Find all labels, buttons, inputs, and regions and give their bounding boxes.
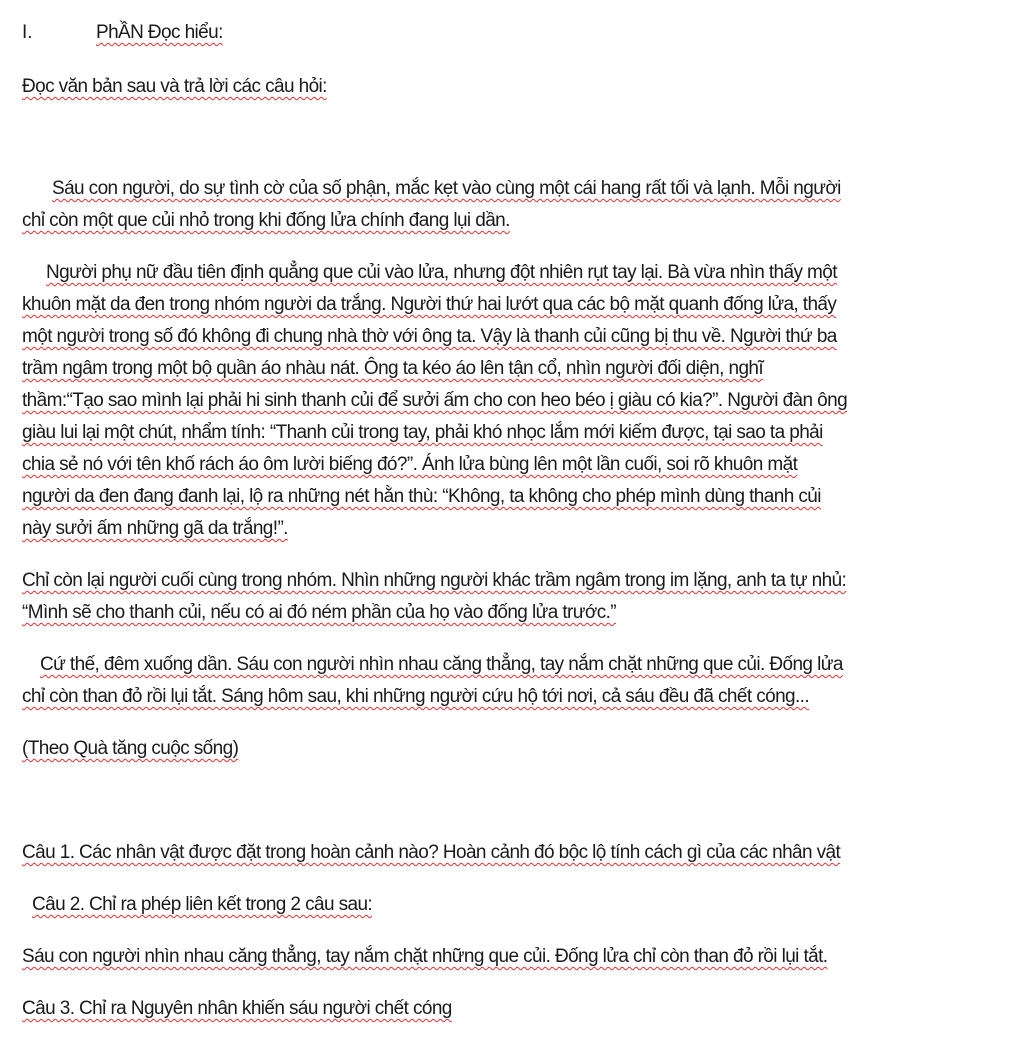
paragraph-line: chỉ còn một que củi nhỏ trong khi đống lửa chính đang lụi dần. <box>22 210 510 231</box>
question-2: Câu 2. Chỉ ra phép liên kết trong 2 câu sau: <box>32 894 373 915</box>
instruction-line: Đọc văn bản sau và trả lời các câu hỏi: <box>22 76 327 97</box>
paragraph-line: “Mình sẽ cho thanh củi, nếu có ai đó ném phần của họ vào đống lửa trước.” <box>22 602 617 623</box>
paragraph-line: thầm:“Tạo sao mình lại phải hi sinh thanh củi để sưởi ấm cho con heo béo ị giàu có kia?”. Người đàn ông <box>22 390 848 411</box>
paragraph-line: khuôn mặt da đen trong nhóm người da trắng. Người thứ hai lướt qua các bộ mặt quanh đống lửa, thấy <box>22 294 837 315</box>
question-3: Câu 3. Chỉ ra Nguyên nhân khiến sáu người chết cóng <box>22 998 452 1019</box>
paragraph-line: một người trong số đó không đi chung nhà thờ với ông ta. Vậy là thanh củi cũng bị thu về. Người thứ ba <box>22 326 837 347</box>
paragraph-line: Chỉ còn lại người cuối cùng trong nhóm. Nhìn những người khác trầm ngâm trong im lặng, anh ta tự nhủ: <box>22 570 847 591</box>
paragraph-line: Cứ thế, đêm xuống dần. Sáu con người nhìn nhau căng thẳng, tay nắm chặt những que củi. Đống lửa <box>40 654 843 675</box>
paragraph-line: người da đen đang đanh lại, lộ ra những nét hằn thù: “Không, ta không cho phép mình dùng thanh củi <box>22 486 821 507</box>
section-title: PhẦN Đọc hiểu: <box>96 22 223 43</box>
question-1: Câu 1. Các nhân vật được đặt trong hoàn cảnh nào? Hoàn cảnh đó bộc lộ tính cách gì của các nhân vật <box>22 842 841 863</box>
source-citation: (Theo Quà tăng cuộc sống) <box>22 738 239 759</box>
paragraph-line: Người phụ nữ đầu tiên định quẳng que củi vào lửa, nhưng đột nhiên rụt tay lại. Bà vừa nhìn thấy một <box>46 262 837 283</box>
paragraph-line: này sưởi ấm những gã da trắng!”. <box>22 518 288 539</box>
section-number: I. <box>22 22 33 43</box>
paragraph-line: trầm ngâm trong một bộ quần áo nhàu nát. Ông ta kéo áo lên tận cổ, nhìn người đối diện, nghĩ <box>22 358 764 379</box>
paragraph-line: Sáu con người, do sự tình cờ của số phận, mắc kẹt vào cùng một cái hang rất tối và lạnh. Mỗi người <box>52 178 841 199</box>
question-2-quote: Sáu con người nhìn nhau căng thẳng, tay nắm chặt những que củi. Đống lửa chỉ còn than đỏ rồi lụi tắt. <box>22 946 828 967</box>
paragraph-line: chia sẻ nó với tên khố rách áo ôm lười biếng đó?”. Ánh lửa bùng lên một lần cuối, soi rõ khuôn mặt <box>22 454 798 475</box>
paragraph-line: chỉ còn than đỏ rồi lụi tắt. Sáng hôm sau, khi những người cứu hộ tới nơi, cả sáu đều đã chết cóng... <box>22 686 810 707</box>
paragraph-line: giàu lui lại một chút, nhẩm tính: “Thanh củi trong tay, phải khó nhọc lắm mới kiếm được, tại sao ta phải <box>22 422 823 443</box>
